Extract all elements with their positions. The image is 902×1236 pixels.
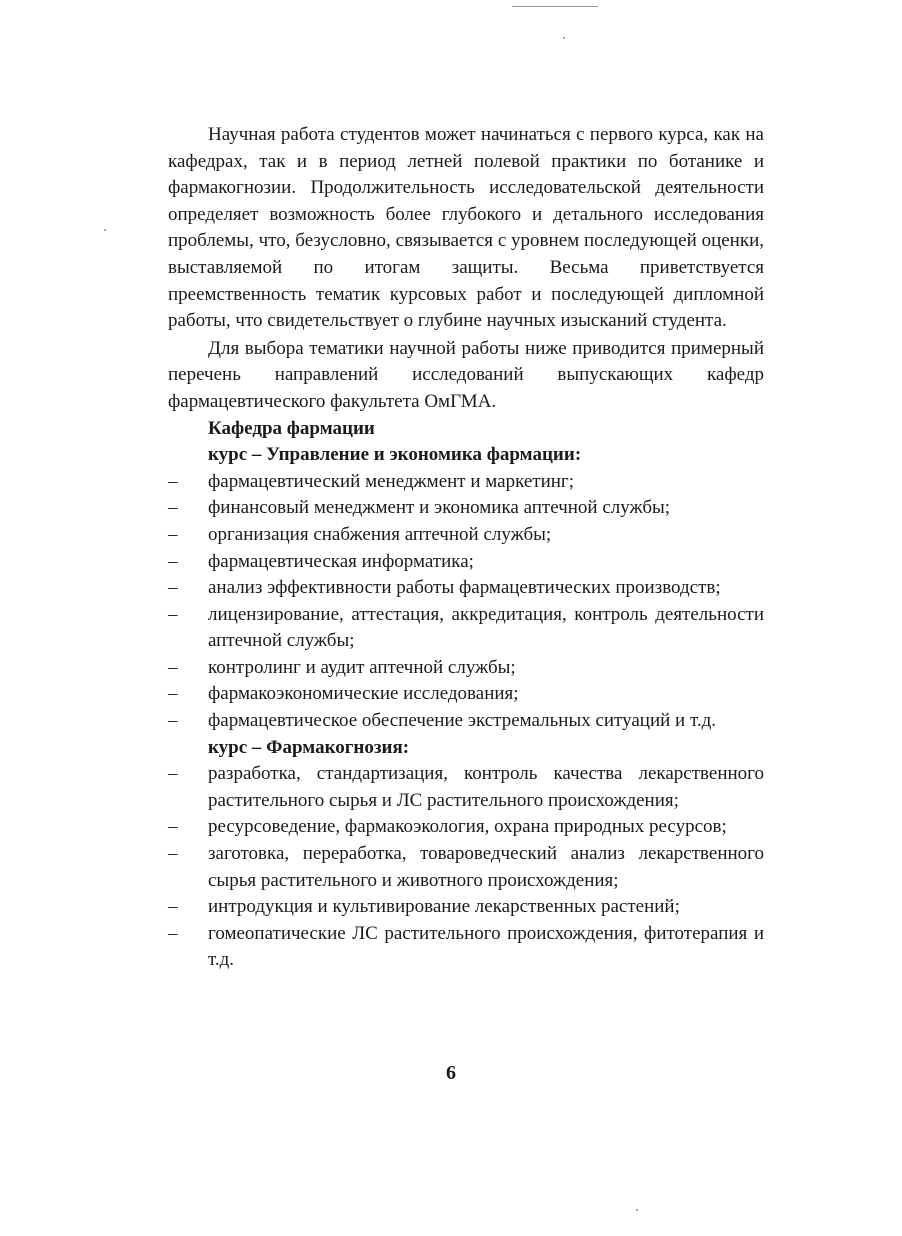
dash-marker: – [168,523,178,545]
department-heading: Кафедра фармации [208,417,375,439]
body-paragraph: Для выбора тематики научной работы ниже приводится примерный перечень направлений исследований выпускающих кафедр фармацевтического факультета ОмГМА. [168,337,764,412]
list-item [168,549,764,576]
dash-marker: – [168,497,178,519]
list-item [168,495,764,522]
list-item-text: лицензирование, аттестация, аккредитация, контроль деятельности аптечной службы; [208,603,764,652]
scan-speck [563,37,565,39]
list-item [168,522,764,549]
list-item-text: фармакоэкономические исследования; [208,683,519,705]
dash-marker: – [168,763,178,785]
list-item [168,761,764,814]
list-item-text: гомеопатические ЛС растительного происхождения, фитотерапия и т.д. [208,922,764,971]
scan-speck [104,229,106,231]
dash-marker: – [168,922,178,944]
dash-marker: – [168,656,178,678]
list-item-text: контролинг и аудит аптечной службы; [208,656,516,678]
dash-marker: – [168,470,178,492]
dash-marker: – [168,843,178,865]
list-item-text: интродукция и культивирование лекарственных растений; [208,896,680,918]
list-item [168,602,764,655]
list-item-text: финансовый менеджмент и экономика аптечной службы; [208,497,671,519]
top-rule [512,6,598,7]
scan-speck [636,1209,638,1211]
list-item [168,841,764,894]
topic-list [168,469,764,735]
list-item-text: разработка, стандартизация, контроль качества лекарственного растительного сырья и ЛС растительного происхождения; [208,763,764,811]
course-heading: курс – Управление и экономика фармации: [208,444,582,466]
course-heading: курс – Фармакогнозия: [208,736,410,758]
list-item [168,575,764,602]
dash-marker: – [168,603,178,625]
list-item-text: фармацевтическая информатика; [208,550,474,572]
dash-marker: – [168,710,178,732]
list-item-text: ресурсоведение, фармакоэкология, охрана природных ресурсов; [208,816,727,838]
list-item [168,655,764,682]
list-item [168,681,764,708]
dash-marker: – [168,577,178,599]
dash-marker: – [168,896,178,918]
list-item [168,708,764,735]
list-item-text: анализ эффективности работы фармацевтических производств; [208,577,721,599]
page-number: 6 [446,1062,456,1084]
dash-marker: – [168,550,178,572]
page-body [168,122,764,974]
list-item-text: заготовка, переработка, товароведческий анализ лекарственного сырья растительного и животного происхождения; [208,843,764,891]
list-item [168,469,764,496]
body-paragraph: Научная работа студентов может начинаться с первого курса, как на кафедрах, так и в период летней полевой практики по ботанике и фармакогнозии. Продолжительность исследовательской деятельности определяет возможность более глубокого и детального исследования проблемы, что, безусловно, связывается с уровнем последующей оценки, выставляемой по итогам защиты. Весьма приветствуется преемственность тематик курсовых работ и последующей дипломной работы, что свидетельствует о глубине научных изысканий студента. [168,124,764,332]
list-item [168,894,764,921]
topic-list [168,761,764,974]
list-item-text: организация снабжения аптечной службы; [208,523,552,545]
list-item-text: фармацевтическое обеспечение экстремальных ситуаций и т.д. [208,710,717,732]
list-item [168,921,764,974]
dash-marker: – [168,816,178,838]
list-item [168,814,764,841]
dash-marker: – [168,683,178,705]
list-item-text: фармацевтический менеджмент и маркетинг; [208,470,574,492]
